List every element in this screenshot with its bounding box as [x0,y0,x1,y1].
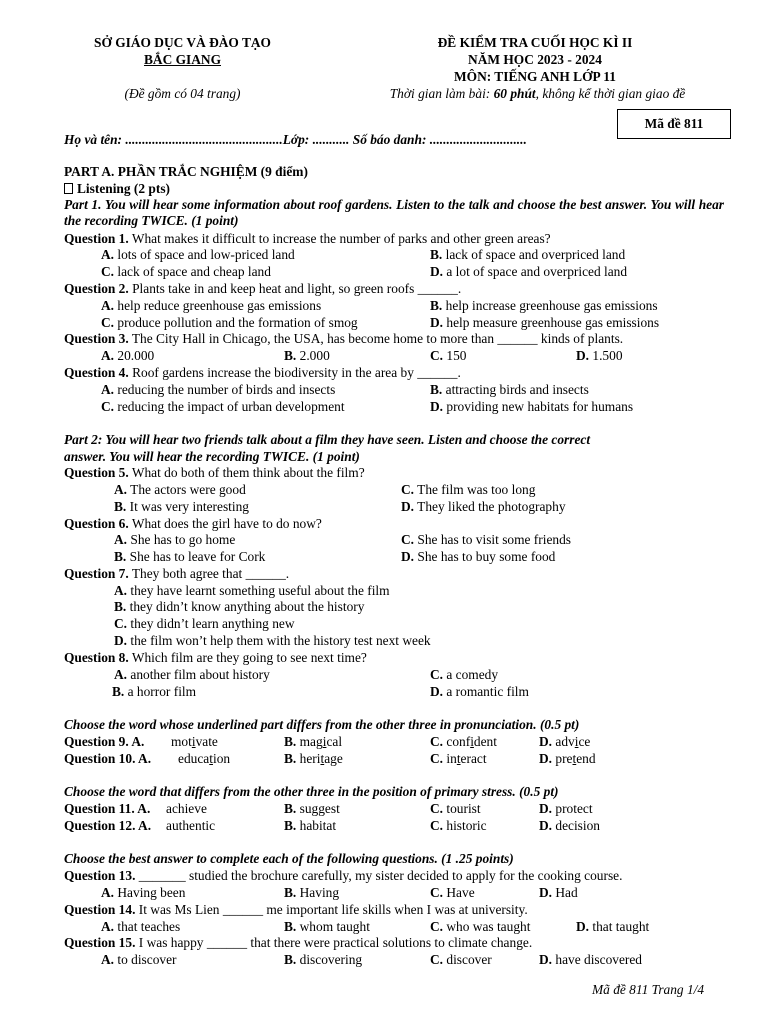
time-value: 60 phút [493,86,536,101]
q7-option-d: D. the film won’t help them with the history test next week [114,633,431,648]
q5-option-d: D. They liked the photography [401,499,566,514]
part-a-title: PART A. PHẦN TRẮC NGHIỆM (9 điểm) [64,164,308,179]
question-1 [64,231,551,247]
q14-option-c: C. who was taught [430,919,531,934]
q9-option-d: D. advice [539,734,591,749]
q8-option-b: B. a horror film [112,684,197,699]
exam-title: ĐỀ KIỂM TRA CUỐI HỌC KÌ II [437,35,633,50]
q3-option-a: A. 20.000 [101,348,155,363]
q2-option-a: A. help reduce greenhouse gas emissions [101,298,322,313]
q7-option-b: B. they didn’t know anything about the history [114,599,365,614]
q4-option-c: C. reducing the impact of urban development [101,399,345,414]
province-name-text: BẮC GIANG [143,52,221,67]
question-14: Question 14. It was Ms Lien ______ me important life skills when I was at university. [64,902,528,917]
q2-option-c: C. produce pollution and the formation of smog [101,315,358,330]
q7-option-a: A. they have learnt something useful about the film [114,583,390,598]
q11-option-b: B. suggest [284,801,340,816]
q5-option-c: C. The film was too long [401,482,536,497]
stress-instruction: Choose the word that differs from the other three in the position of primary stress. (0.5 pt) [64,784,559,799]
question-2: Question 2. Plants take in and keep heat and light, so green roofs ______. [64,281,462,296]
q14-option-d: D. that taught [576,919,650,934]
province-name [60,52,305,68]
q14-option-b: B. whom taught [284,919,370,934]
q9-label: Question 9. A. [64,734,145,749]
q10-label: Question 10. A. [64,751,152,766]
q15-option-a: A. to discover [101,952,177,967]
subject: MÔN: TIẾNG ANH LỚP 11 [454,69,616,84]
question-5: Question 5. What do both of them think about the film? [64,465,365,480]
q2-option-d: D. help measure greenhouse gas emissions [430,315,660,330]
q1-option-b: B. lack of space and overpriced land [430,247,626,262]
question-6: Question 6. What does the girl have to do now? [64,516,322,531]
q15-option-b: B. discovering [284,952,363,967]
q10-option-d: D. pretend [539,751,596,766]
q10-option-b: B. heritage [284,751,343,766]
q8-option-c: C. a comedy [430,667,499,682]
q9-option-a: motivate [171,734,218,749]
q10-option-c: C. interact [430,751,487,766]
time-limit [355,86,720,102]
q9-option-b: B. magical [284,734,343,749]
q6-option-b: B. She has to leave for Cork [114,549,266,564]
q13-option-c: C. Have [430,885,475,900]
q9-option-c: C. confident [430,734,497,749]
q1-option-c: C. lack of space and cheap land [101,264,271,279]
q12-option-b: B. habitat [284,818,337,833]
q4-option-d: D. providing new habitats for humans [430,399,634,414]
student-info-line: Họ và tên: ...............................................Lớp: ........... Số báo danh: ............................. [64,132,527,147]
q12-option-d: D. decision [539,818,601,833]
pronunciation-instruction: Choose the word whose underlined part differs from the other three in pronunciation. (0.5 pt) [64,717,580,732]
q10-option-a: education [178,751,231,766]
q15-option-d: D. have discovered [539,952,643,967]
time-suffix: , không kể thời gian giao đề [535,86,686,101]
q2-option-b: B. help increase greenhouse gas emissions [430,298,658,313]
question-8: Question 8. Which film are they going to see next time? [64,650,367,665]
question-15: Question 15. I was happy ______ that there were practical solutions to climate change. [64,935,533,950]
page-count-note: (Đề gồm có 04 trang) [124,86,241,101]
q5-option-a: A. The actors were good [114,482,246,497]
question-13: Question 13. _______ studied the brochure carefully, my sister decided to apply for the cooking course. [64,868,623,883]
q4-option-b: B. attracting birds and insects [430,382,589,397]
listening-title-text: Listening (2 pts) [77,181,171,196]
exam-code-box: Mã đề 811 [617,109,731,139]
q6-option-c: C. She has to visit some friends [401,532,571,547]
part1-instruction: Part 1. You will hear some information about roof gardens. Listen to the talk and choose the best answer. You will hear the recording TWICE. (1 point) [64,197,724,228]
department-name: SỞ GIÁO DỤC VÀ ĐÀO TẠO [94,35,271,50]
q13-option-a: A. Having been [101,885,186,900]
question-label: Question 1. [64,231,129,246]
q8-option-d: D. a romantic film [430,684,529,699]
question-3: Question 3. The City Hall in Chicago, the USA, has become home to more than ______ kinds of plants. [64,331,624,346]
best-answer-instruction: Choose the best answer to complete each of the following questions. (1 .25 points) [64,851,514,866]
q7-option-c: C. they didn’t learn anything new [114,616,295,631]
q6-option-d: D. She has to buy some food [401,549,556,564]
q13-option-b: B. Having [284,885,340,900]
part2-instruction-line1: Part 2: You will hear two friends talk about a film they have seen. Listen and choose the correct [64,432,591,447]
q6-option-a: A. She has to go home [114,532,236,547]
q11-label: Question 11. A. [64,801,151,816]
q12-option-c: C. historic [430,818,487,833]
question-7: Question 7. They both agree that ______. [64,566,290,581]
q15-option-c: C. discover [430,952,492,967]
q14-option-a: A. that teaches [101,919,181,934]
page-footer: Mã đề 811 Trang 1/4 [592,982,705,997]
school-year: NĂM HỌC 2023 - 2024 [468,52,602,67]
square-bullet-icon [64,183,73,194]
question-4: Question 4. Roof gardens increase the biodiversity in the area by ______. [64,365,461,380]
q11-option-d: D. protect [539,801,593,816]
q11-option-a: achieve [166,801,207,816]
q1-option-d: D. a lot of space and overpriced land [430,264,628,279]
q5-option-b: B. It was very interesting [114,499,249,514]
q8-option-a: A. another film about history [114,667,270,682]
q3-option-d: D. 1.500 [576,348,623,363]
q13-option-d: D. Had [539,885,578,900]
listening-title [64,181,170,197]
q4-option-a: A. reducing the number of birds and insects [101,382,336,397]
time-prefix: Thời gian làm bài: [389,86,494,101]
part2-instruction-line2: answer. You will hear the recording TWICE. (1 point) [64,449,360,464]
q1-option-a: A. lots of space and low-priced land [101,247,295,262]
question-text: What makes it difficult to increase the number of parks and other green areas? [128,231,551,246]
q11-option-c: C. tourist [430,801,481,816]
q12-option-a: authentic [166,818,216,833]
q3-option-b: B. 2.000 [284,348,330,363]
q12-label: Question 12. A. [64,818,152,833]
q3-option-c: C. 150 [430,348,467,363]
